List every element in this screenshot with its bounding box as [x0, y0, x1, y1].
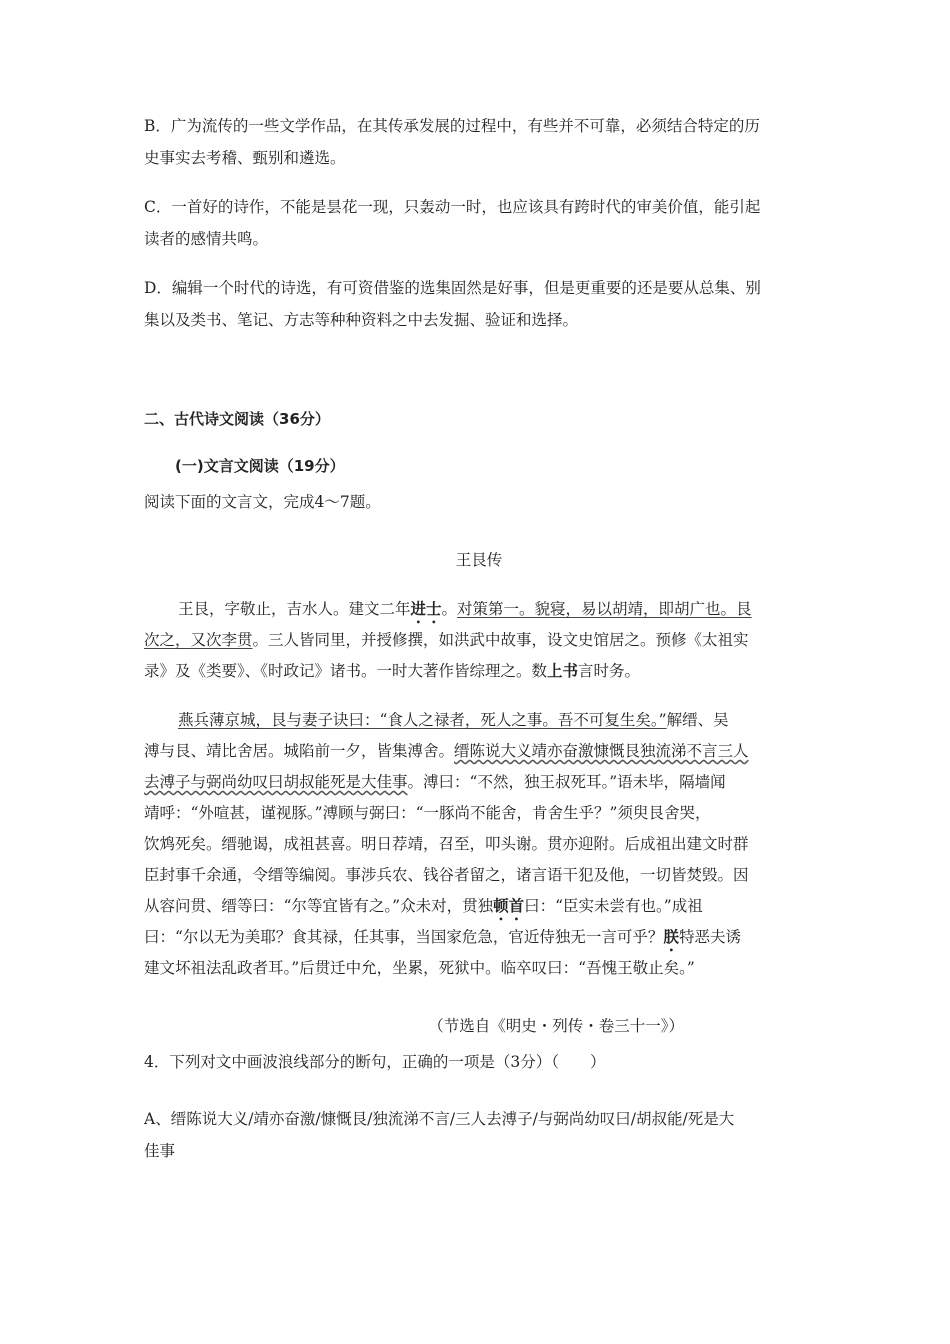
dotted-word: 朕 [663, 928, 679, 946]
paragraph-row [144, 709, 814, 740]
option-c-line-1: C．一首好的诗作，不能是昙花一现，只轰动一时，也应该具有跨时代的审美价值，能引起 [144, 198, 761, 216]
underlined-sentence: 燕兵薄京城，艮与妻子诀曰：“食人之禄者，死人之事。吾不可复生矣。” [178, 711, 667, 729]
paragraph-row: 靖呼：“外喧甚，谨视豚。”溥顾与弼曰：“一豚尚不能舍，肯舍生乎？”须臾艮舍哭， [144, 804, 711, 822]
wavy-underlined-text: 缙陈说大义靖亦奋激慷慨艮独流涕不言三人 [454, 742, 749, 760]
dotted-word: 顿首 [493, 897, 525, 915]
text-span: 录》及《类要》、《时政记》诸书。一时大著作皆综理之。数 [144, 662, 548, 680]
underlined-sentence: 次之，又次李贯 [144, 631, 253, 649]
paragraph-row [144, 895, 814, 926]
instruction-text: 阅读下面的文言文，完成4～7题。 [144, 493, 381, 511]
section-title: 二、古代诗文阅读（36分） [144, 410, 330, 428]
text-span: 。三人皆同里，并授修撰，如洪武中故事，设文史馆居之。预修《太祖实 [252, 631, 749, 649]
paragraph-row [144, 629, 814, 660]
question-4-option-a-line-1: A、缙陈说大义/靖亦奋激/慷慨艮/独流涕不言/三人去溥子/与弼尚幼叹曰/胡叔能/死是大 [144, 1110, 735, 1128]
text-span: 曰：“臣实未尝有也。”成祖 [524, 897, 703, 915]
text-span: 。 [441, 600, 458, 618]
paragraph-row: 饮鸩死矣。缙驰谒，成祖甚喜。明日荐靖，召至，叩头谢。贯亦迎附。后成祖出建文时群 [144, 835, 749, 853]
passage-source: （节选自《明史・列传・卷三十一》） [428, 1017, 684, 1035]
option-d-line-2: 集以及类书、笔记、方志等种种资料之中去发掘、验证和选择。 [144, 311, 579, 329]
text-span: 言时务。 [578, 662, 641, 680]
text-span: 解缙、吴 [666, 711, 729, 729]
question-4-stem: 4．下列对文中画波浪线部分的断句，正确的一项是（3分）（ ） [144, 1053, 606, 1071]
option-b-line-2: 史事实去考稽、甄别和遴选。 [144, 149, 346, 167]
paragraph-row [144, 771, 814, 802]
option-d-line-1: D．编辑一个时代的诗选，有可资借鉴的选集固然是好事，但是更重要的还是要从总集、别 [144, 279, 761, 297]
text-span: 特恶夫诱 [678, 928, 741, 946]
bold-word: 上书 [547, 662, 579, 680]
text-span: 从容问贯、缙等曰：“尔等宜皆有之。”众未对，贯独 [144, 897, 494, 915]
paragraph-row [144, 660, 814, 691]
passage-paragraph-2 [144, 709, 814, 988]
option-c-line-2: 读者的感情共鸣。 [144, 230, 269, 248]
subsection-title: (一)文言文阅读（19分） [175, 457, 345, 475]
wavy-underlined-text: 去溥子与弼尚幼叹曰胡叔能死是大佳事 [144, 773, 408, 791]
dotted-word: 进士 [410, 600, 442, 618]
paragraph-row: 建文坏祖法乱政者耳。”后贯迁中允，坐累，死狱中。临卒叹曰：“吾愧王敬止矣。” [144, 959, 695, 977]
underlined-sentence: 对策第一。貌寝，易以胡靖，即胡广也。艮 [457, 600, 752, 618]
paragraph-row [144, 740, 814, 771]
text-span: 曰：“尔以无为美耶？食其禄，任其事，当国家危急，官近侍独无一言可乎？ [144, 928, 664, 946]
passage-title: 王艮传 [455, 551, 503, 569]
paragraph-row [144, 598, 814, 629]
paragraph-row: 臣封事千余通，令缙等编阅。事涉兵农、钱谷者留之，诸言语干犯及他，一切皆焚毁。因 [144, 866, 749, 884]
passage-paragraph-1 [144, 598, 814, 691]
question-4-option-a-line-2: 佳事 [144, 1142, 176, 1160]
text-span: 溥与艮、靖比舍居。城陷前一夕，皆集溥舍。 [144, 742, 455, 760]
option-b-line-1: B．广为流传的一些文学作品，在其传承发展的过程中，有些并不可靠，必须结合特定的历 [144, 117, 760, 135]
paragraph-row [144, 926, 814, 957]
text-span: 王艮，字敬止，吉水人。建文二年 [178, 600, 411, 618]
text-span: 。溥曰：“不然，独王叔死耳。”语未毕，隔墙闻 [407, 773, 726, 791]
